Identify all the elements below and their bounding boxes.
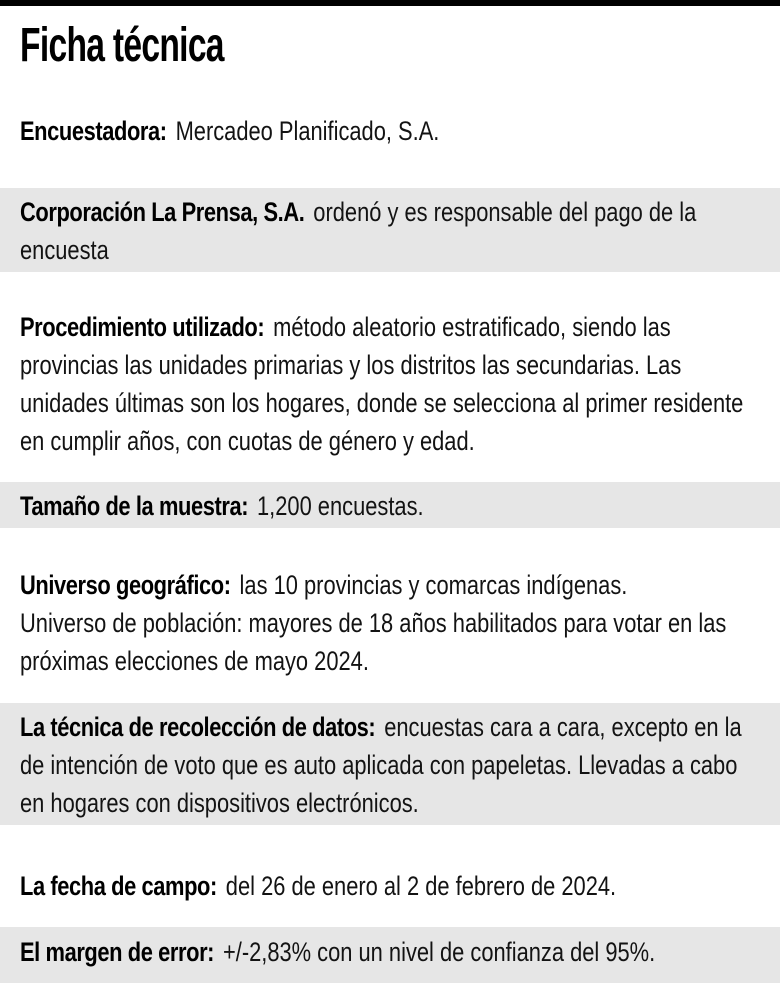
section-text: de intención de voto que es auto aplicada con papeletas. Llevadas a cabo: [20, 750, 738, 780]
section-responsable-pago: [0, 188, 780, 272]
section-text: +/-2,83% con un nivel de confianza del 95%.: [222, 937, 656, 967]
section-text: unidades últimas son los hogares, donde se selecciona al primer residente: [20, 388, 744, 418]
section-text: ordenó y es responsable del pago de la: [313, 197, 697, 227]
section-label: Tamaño de la muestra:: [20, 491, 249, 521]
section-text: Mercadeo Planificado, S.A.: [175, 116, 440, 146]
section-line: [20, 193, 697, 231]
section-line: [20, 308, 671, 346]
section-text: del 26 de enero al 2 de febrero de 2024.: [225, 871, 617, 901]
section-label: La técnica de recolección de datos:: [20, 712, 376, 742]
section-text: método aleatorio estratificado, siendo las: [273, 312, 671, 342]
section-label: El margen de error:: [20, 937, 215, 967]
section-fecha-campo: [20, 867, 768, 905]
section-label: Procedimiento utilizado:: [20, 312, 265, 342]
section-line: [20, 708, 742, 746]
section-text: encuesta: [20, 235, 109, 265]
section-text: las 10 provincias y comarcas indígenas.: [239, 570, 628, 600]
section-text: encuestas cara a cara, excepto en la: [384, 712, 742, 742]
top-rule: [0, 0, 780, 6]
section-label: Universo geográfico:: [20, 570, 231, 600]
page-title: Ficha técnica: [20, 19, 224, 72]
section-text: próximas elecciones de mayo 2024.: [20, 646, 369, 676]
section-encuestadora: [20, 112, 768, 150]
section-text: en cumplir años, con cuotas de género y edad.: [20, 426, 475, 456]
section-line: [20, 933, 656, 971]
section-text: en hogares con dispositivos electrónicos.: [20, 788, 419, 818]
section-tamano-muestra: [0, 482, 780, 528]
section-procedimiento: [20, 308, 768, 460]
section-line: [20, 566, 626, 604]
section-line: [20, 112, 626, 150]
section-line: [20, 867, 626, 905]
section-text: Universo de población: mayores de 18 años habilitados para votar en las: [20, 608, 727, 638]
section-tecnica-recoleccion: [0, 703, 780, 825]
section-label: Corporación La Prensa, S.A.: [20, 197, 305, 227]
section-label: La fecha de campo:: [20, 871, 217, 901]
section-universo: [20, 566, 768, 680]
section-text: provincias las unidades primarias y los distritos las secundarias. Las: [20, 350, 682, 380]
section-margen-error: [0, 927, 780, 983]
section-label: Encuestadora:: [20, 116, 167, 146]
section-text: 1,200 encuestas.: [257, 491, 424, 521]
section-line: [20, 487, 626, 525]
